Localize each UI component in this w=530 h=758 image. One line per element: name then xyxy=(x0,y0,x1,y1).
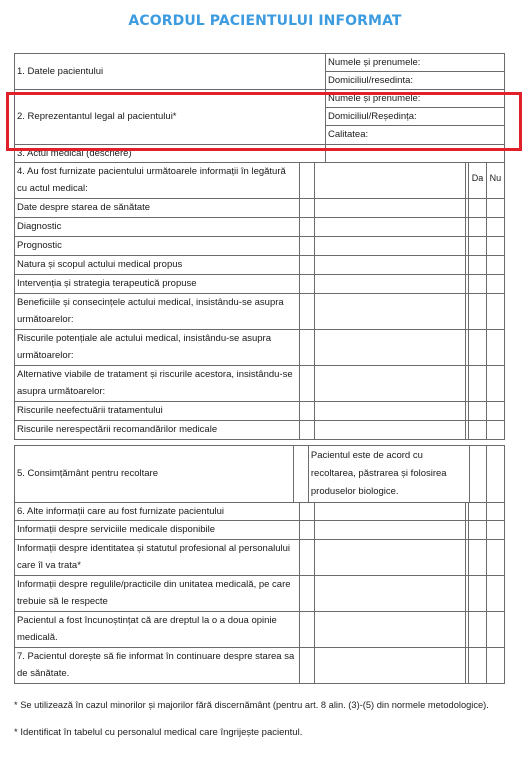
yes-checkbox[interactable] xyxy=(469,294,486,329)
no-checkbox[interactable] xyxy=(487,330,504,365)
collection-consent-label: 5. Consimțământ pentru recoltare xyxy=(15,446,294,502)
yes-checkbox[interactable] xyxy=(469,330,486,365)
other-info-item-row xyxy=(14,540,505,576)
other-info-item-row xyxy=(14,612,505,648)
info-item-label: Prognostic xyxy=(15,237,300,255)
legal-representative-label: 2. Reprezentantul legal al pacientului* xyxy=(15,90,326,144)
yes-checkbox[interactable] xyxy=(469,275,486,293)
yes-checkbox[interactable] xyxy=(469,402,486,420)
yes-checkbox[interactable] xyxy=(469,612,486,647)
yes-checkbox[interactable] xyxy=(469,576,486,611)
yes-checkbox[interactable] xyxy=(469,521,486,539)
info-item-row xyxy=(14,218,505,237)
info-item-label: Intervenția și strategia terapeutică propuse xyxy=(15,275,300,293)
representative-name-field[interactable]: Numele și prenumele: xyxy=(326,90,504,108)
info-item-row xyxy=(14,294,505,330)
other-info-item-label: Informații despre serviciile medicale disponibile xyxy=(15,521,300,539)
yes-checkbox[interactable] xyxy=(469,237,486,255)
yes-checkbox[interactable] xyxy=(469,648,486,683)
patient-data-row xyxy=(14,53,505,90)
no-checkbox[interactable] xyxy=(487,446,504,502)
no-checkbox[interactable] xyxy=(487,237,504,255)
other-info-item-row xyxy=(14,521,505,540)
other-info-header-row xyxy=(14,503,505,521)
info-item-row xyxy=(14,199,505,218)
patient-data-label: 1. Datele pacientului xyxy=(15,54,326,89)
yes-checkbox[interactable] xyxy=(469,421,486,439)
footnote-minors: * Se utilizează în cazul minorilor și majorilor fără discernământ (pentru art. 8 alin. (3)-(5) din normele metodologice). xyxy=(14,700,489,710)
no-checkbox[interactable] xyxy=(487,612,504,647)
medical-act-label: 3. Actul medical (descriere) xyxy=(15,145,326,162)
no-checkbox[interactable] xyxy=(487,218,504,236)
info-item-label: Natura și scopul actului medical propus xyxy=(15,256,300,274)
info-provided-label: 4. Au fost furnizate pacientului următoarele informații în legătură cu actul medical: xyxy=(15,163,300,198)
no-checkbox[interactable] xyxy=(487,366,504,401)
patient-name-field[interactable]: Numele și prenumele: xyxy=(326,54,504,72)
info-item-label: Diagnostic xyxy=(15,218,300,236)
legal-representative-highlight xyxy=(6,92,522,151)
info-item-row xyxy=(14,402,505,421)
no-checkbox[interactable] xyxy=(487,576,504,611)
info-item-label: Alternative viabile de tratament și riscurile acestora, insistându-se asupra următoarelor: xyxy=(15,366,300,401)
info-item-label: Riscurile potențiale ale actului medical, insistându-se asupra următoarelor: xyxy=(15,330,300,365)
representative-address-field[interactable]: Domiciliul/Reședința: xyxy=(326,108,504,126)
representative-capacity-field[interactable]: Calitatea: xyxy=(328,129,369,141)
info-item-row xyxy=(14,237,505,256)
no-checkbox[interactable] xyxy=(487,275,504,293)
yes-column-header: Da xyxy=(469,163,486,198)
further-info-label: 7. Pacientul dorește să fie informat în continuare despre starea sa de sănătate. xyxy=(15,648,300,683)
further-info-row xyxy=(14,648,505,684)
no-checkbox[interactable] xyxy=(487,421,504,439)
no-checkbox[interactable] xyxy=(487,540,504,575)
other-info-item-label: Informații despre identitatea și statutul profesional al personalului care îl va trata* xyxy=(15,540,300,575)
other-info-label: 6. Alte informații care au fost furnizate pacientului xyxy=(15,503,300,520)
info-item-row xyxy=(14,330,505,366)
page-title: ACORDUL PACIENTULUI INFORMAT xyxy=(128,13,402,29)
info-item-label: Riscurile nerespectării recomandărilor medicale xyxy=(15,421,300,439)
no-checkbox[interactable] xyxy=(487,256,504,274)
no-checkbox[interactable] xyxy=(487,521,504,539)
info-item-label: Riscurile neefectuării tratamentului xyxy=(15,402,300,420)
info-item-row xyxy=(14,421,505,440)
other-info-item-label: Informații despre regulile/practicile din unitatea medicală, pe care trebuie să le respecte xyxy=(15,576,300,611)
no-column-header: Nu xyxy=(489,173,502,183)
info-item-row xyxy=(14,256,505,275)
footnote-staff: * Identificat în tabelul cu personalul medical care îngrijește pacientul. xyxy=(14,727,303,738)
other-info-item-row xyxy=(14,576,505,612)
no-checkbox[interactable] xyxy=(487,402,504,420)
no-checkbox[interactable] xyxy=(487,294,504,329)
info-item-row xyxy=(14,366,505,402)
no-checkbox[interactable] xyxy=(487,199,504,217)
patient-address-field[interactable]: Domiciliul/resedinta: xyxy=(328,75,414,87)
yes-checkbox[interactable] xyxy=(469,218,486,236)
no-checkbox[interactable] xyxy=(487,648,504,683)
info-item-row xyxy=(14,275,505,294)
yes-checkbox[interactable] xyxy=(470,446,487,502)
yes-checkbox[interactable] xyxy=(469,540,486,575)
info-item-label: Date despre starea de sănătate xyxy=(15,199,300,217)
info-provided-header-row xyxy=(14,163,505,199)
yes-checkbox[interactable] xyxy=(469,366,486,401)
yes-checkbox[interactable] xyxy=(469,199,486,217)
info-item-label: Beneficiile și consecințele actului medical, insistându-se asupra următoarelor: xyxy=(15,294,300,329)
yes-checkbox[interactable] xyxy=(469,256,486,274)
collection-consent-row xyxy=(14,445,505,503)
collection-consent-text: Pacientul este de acord cu recoltarea, păstrarea și folosirea produselor biologice. xyxy=(309,446,470,502)
other-info-item-label: Pacientul a fost încunoștințat că are dreptul la o a doua opinie medicală. xyxy=(15,612,300,647)
